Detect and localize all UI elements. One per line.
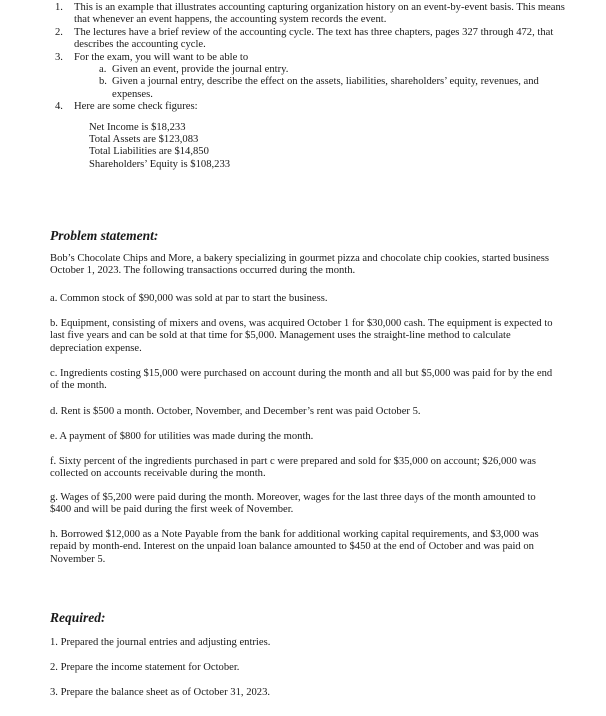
transaction-g: g. Wages of $5,200 were paid during the month. Moreover, wages for the last three days of the month amounted to $400 and will be paid during the first week of November. [50,492,536,516]
check-figure-total-assets: Total Assets are $123,083 [89,134,199,146]
transaction-e: e. A payment of $800 for utilities was made during the month. [50,431,314,442]
exam-skills-list [74,64,574,101]
intro-item-4 [55,101,574,171]
problem-statement-heading: Problem statement: [50,228,159,243]
sub-item-text: Given a journal entry, describe the effect on the assets, liabilities, shareholders’ equity, revenues, and expenses. [112,76,539,100]
check-figures-list [89,122,574,172]
sub-item-letter: a. [99,64,107,76]
check-figure-total-liabilities: Total Liabilities are $14,850 [89,146,209,158]
intro-item-number: 1. [55,2,63,13]
intro-item-text: For the exam, you will want to be able to [74,51,249,63]
check-figure-net-income: Net Income is $18,233 [89,121,186,133]
required-heading: Required: [50,610,106,625]
sub-item-b [99,76,574,101]
problem-intro: Bob’s Chocolate Chips and More, a bakery specializing in gourmet pizza and chocolate chip cookies, started business October 1, 2023. The following transactions occurred during the month. [50,253,549,277]
transaction-h: h. Borrowed $12,000 as a Note Payable from the bank for additional working capital requirements, and $3,000 was repaid by month-end. Interest on the unpaid loan balance amounted to $450 at the end of October and was paid on November 5. [50,529,539,565]
intro-item-2 [55,26,574,52]
intro-item-number: 2. [55,26,63,38]
intro-item-1 [55,2,574,27]
intro-item-text: The lectures have a brief review of the accounting cycle. The text has three chapters, pages 327 through 472, that describes the accounting cycle. [74,26,554,51]
transaction-c: c. Ingredients costing $15,000 were purchased on account during the month and all but $5,000 was paid for by the end of the month. [50,368,553,392]
sub-item-letter: b. [99,76,107,88]
required-item-1: 1. Prepared the journal entries and adjusting entries. [50,637,271,648]
intro-item-number: 4. [55,101,63,113]
required-item-2: 2. Prepare the income statement for October. [50,662,240,673]
transaction-f: f. Sixty percent of the ingredients purchased in part c were prepared and sold for $35,000 on account; $26,000 was collected on accounts receivable during the month. [50,456,536,480]
sub-item-a [99,64,574,76]
intro-list [55,2,574,171]
transaction-a: a. Common stock of $90,000 was sold at par to start the business. [50,293,328,304]
transaction-d: d. Rent is $500 a month. October, November, and December’s rent was paid October 5. [50,406,421,417]
intro-item-number: 3. [55,51,63,63]
check-figure-shareholders-equity: Shareholders’ Equity is $108,233 [89,158,231,170]
transaction-b: b. Equipment, consisting of mixers and ovens, was acquired October 1 for $30,000 cash. The equipment is expected to last five years and can be sold at that time for $5,000. Management uses the straight-line method to calculate depreciation expense. [50,318,553,354]
sub-item-text: Given an event, provide the journal entry. [112,64,289,76]
intro-item-text: This is an example that illustrates accounting capturing organization history on an event-by-event basis. This means that whenever an event happens, the accounting system records the event. [74,2,565,26]
required-item-3: 3. Prepare the balance sheet as of October 31, 2023. [50,687,271,698]
intro-item-text: Here are some check figures: [74,101,198,113]
intro-item-3 [55,51,574,102]
